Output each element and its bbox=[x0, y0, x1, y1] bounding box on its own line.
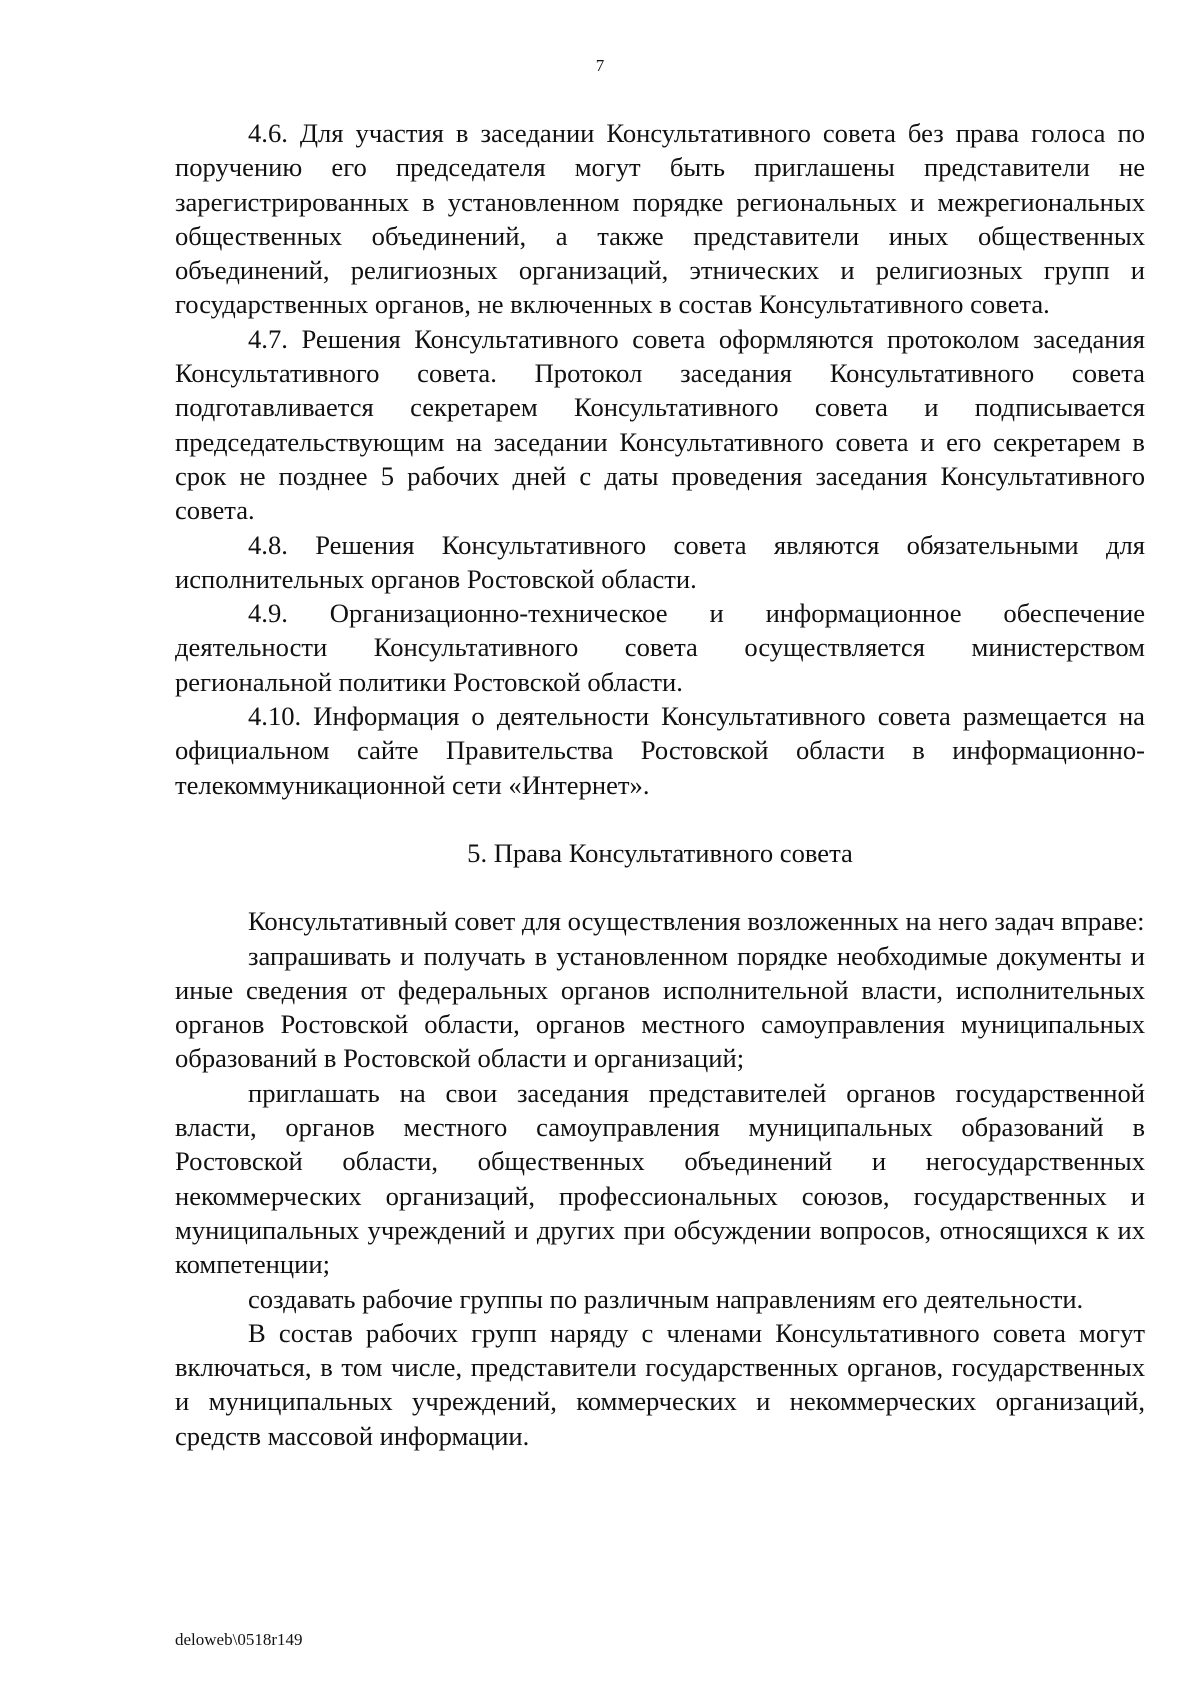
section-5-working-groups-composition: В состав рабочих групп наряду с членами Консультативного совета могут включаться, в том числе, представители государственных органов, государственных и муниципальных учреждений, коммерческих и некоммерческих организаций, средств массовой информации. bbox=[175, 1317, 1145, 1451]
section-heading: 5. Права Консультативного совета bbox=[467, 837, 853, 868]
paragraph-4-6: 4.6. Для участия в заседании Консультативного совета без права голоса по поручению его председателя могут быть приглашены представители не зарегистрированных в установленном порядке региональных и межрегиональных общественных объединений, а также представители иных общественных объединений, религиозных организаций, этнических и религиозных групп и государственных органов, не включенных в состав Консультативного совета. bbox=[175, 118, 1145, 320]
footer-document-code: deloweb\0518r149 bbox=[175, 1630, 303, 1649]
section-5-right-working-groups: создавать рабочие группы по различным направлениям его деятельности. bbox=[248, 1283, 1084, 1314]
section-5-right-invite: приглашать на свои заседания представителей органов государственной власти, органов местного самоуправления муниципальных образований в Ростовской области, общественных объединений и негосударственных некоммерческих организаций, профессиональных союзов, государственных и муниципальных учреждений и других при обсуждении вопросов, относящихся к их компетенции; bbox=[175, 1077, 1145, 1280]
paragraph-4-7: 4.7. Решения Консультативного совета оформляются протоколом заседания Консультативного совета. Протокол заседания Консультативного совета подготавливается секретарем Консультативного совета и подписывается председательствующим на заседании Консультативного совета и его секретарем в срок не позднее 5 рабочих дней с даты проведения заседания Консультативного совета. bbox=[175, 323, 1145, 526]
document-body bbox=[175, 116, 1145, 1453]
page-number: 7 bbox=[595, 56, 605, 75]
section-5-intro: Консультативный совет для осуществления возложенных на него задач вправе: bbox=[248, 906, 1145, 937]
paragraph-4-10: 4.10. Информация о деятельности Консультативного совета размещается на официальном сайте Правительства Ростовской области в информационно-телекоммуникационной сети «Интернет». bbox=[175, 701, 1145, 800]
section-5-right-request: запрашивать и получать в установленном порядке необходимые документы и иные сведения от федеральных органов исполнительной власти, исполнительных органов Ростовской области, органов местного самоуправления муниципальных образований в Ростовской области и организаций; bbox=[175, 940, 1145, 1074]
paragraph-4-8: 4.8. Решения Консультативного совета являются обязательными для исполнительных органов Ростовской области. bbox=[175, 529, 1145, 594]
paragraph-4-9: 4.9. Организационно-техническое и информационное обеспечение деятельности Консультативного совета осуществляется министерством региональной политики Ростовской области. bbox=[175, 598, 1145, 697]
